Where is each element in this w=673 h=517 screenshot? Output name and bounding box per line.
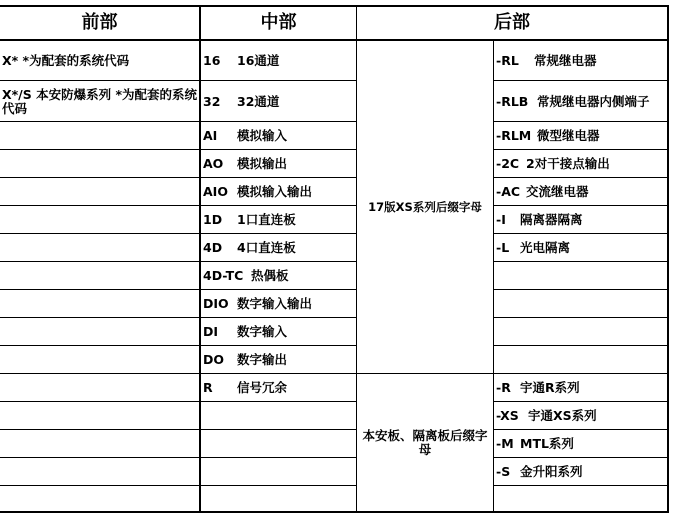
back-desc: 交流继电器	[526, 183, 589, 199]
back-desc: 光电隔离	[520, 239, 571, 255]
back-code: -RLB	[496, 93, 529, 109]
back-code: -2C	[496, 155, 520, 171]
back-code: -I	[496, 211, 506, 227]
back-code: -XS	[496, 407, 519, 423]
middle-desc: 32通道	[237, 93, 280, 109]
middle-desc: 数字输出	[237, 351, 288, 367]
middle-desc: 模拟输入输出	[237, 183, 313, 199]
header-front: 前部	[81, 12, 118, 33]
back-desc: 宇通R系列	[520, 379, 580, 395]
header-middle: 中部	[260, 12, 297, 33]
back-desc: 隔离器隔离	[520, 211, 583, 227]
back-desc: 宇通XS系列	[528, 407, 597, 423]
middle-item	[203, 290, 355, 317]
back-item	[496, 178, 666, 205]
back-desc: MTL系列	[520, 435, 574, 451]
middle-item	[203, 41, 355, 80]
middle-code: 16	[203, 52, 221, 68]
row-line	[493, 317, 669, 318]
row-line	[493, 261, 669, 262]
middle-desc: 1口直连板	[237, 211, 296, 227]
middle-item	[203, 374, 355, 401]
middle-code: 4D	[203, 239, 223, 255]
middle-desc: 信号冗余	[237, 379, 288, 395]
back-item	[496, 206, 666, 233]
middle-desc: 模拟输入	[237, 127, 288, 143]
back-code: -M	[496, 435, 514, 451]
row-line	[0, 457, 356, 458]
row-line	[493, 485, 669, 486]
column-divider	[493, 39, 494, 513]
back-code: -R	[496, 379, 511, 395]
back-desc: 金升阳系列	[520, 463, 583, 479]
column-divider	[199, 5, 201, 513]
row-line	[493, 345, 669, 346]
row-line	[493, 80, 669, 81]
back-code: -RL	[496, 52, 519, 68]
middle-code: AO	[203, 155, 224, 171]
middle-desc: 热偶板	[251, 267, 289, 283]
middle-code: DO	[203, 351, 225, 367]
row-line	[0, 80, 356, 81]
middle-item	[203, 82, 355, 121]
front-item: X* *为配套的系统代码	[2, 52, 130, 68]
group-label-safe: 本安板、隔离板后缀字母	[362, 427, 488, 457]
middle-item	[203, 150, 355, 177]
middle-item	[203, 122, 355, 149]
group-label-v17: 17版XS系列后缀字母	[368, 200, 482, 214]
row-line	[0, 401, 356, 402]
back-code: -AC	[496, 183, 521, 199]
middle-code: AI	[203, 127, 218, 143]
back-item	[496, 430, 666, 457]
front-item: X*/S 本安防爆系列 *为配套的系统代码	[2, 86, 197, 116]
middle-code: R	[203, 379, 213, 395]
row-line	[0, 429, 356, 430]
middle-code: AIO	[203, 183, 228, 199]
middle-item	[203, 346, 355, 373]
middle-item	[203, 178, 355, 205]
middle-item	[203, 206, 355, 233]
header-back: 后部	[494, 12, 530, 33]
back-code: -L	[496, 239, 510, 255]
table-border-right	[667, 5, 669, 513]
middle-code: DI	[203, 323, 219, 339]
middle-desc: 16通道	[237, 52, 280, 68]
middle-item	[203, 262, 355, 289]
back-item	[496, 122, 666, 149]
middle-desc: 4口直连板	[237, 239, 296, 255]
back-desc: 2对干接点输出	[526, 155, 610, 171]
back-desc: 常规继电器	[534, 52, 597, 68]
back-item	[496, 41, 666, 80]
middle-desc: 数字输入输出	[237, 295, 313, 311]
middle-desc: 模拟输出	[237, 155, 288, 171]
middle-item	[203, 234, 355, 261]
table-border-bottom	[0, 511, 669, 513]
back-item	[496, 150, 666, 177]
back-desc: 微型继电器	[537, 127, 600, 143]
middle-code: 4D-TC	[203, 267, 244, 283]
row-line	[493, 289, 669, 290]
back-item	[496, 402, 666, 429]
back-item	[496, 82, 666, 121]
middle-item	[203, 318, 355, 345]
back-item	[496, 458, 666, 485]
back-code: -RLM	[496, 127, 532, 143]
middle-code: 1D	[203, 211, 223, 227]
back-desc: 常规继电器内侧端子	[537, 93, 650, 109]
middle-desc: 数字输入	[237, 323, 288, 339]
back-item	[496, 234, 666, 261]
middle-code: 32	[203, 93, 221, 109]
back-item	[496, 374, 666, 401]
back-code: -S	[496, 463, 511, 479]
middle-code: DIO	[203, 295, 229, 311]
row-line	[0, 485, 356, 486]
